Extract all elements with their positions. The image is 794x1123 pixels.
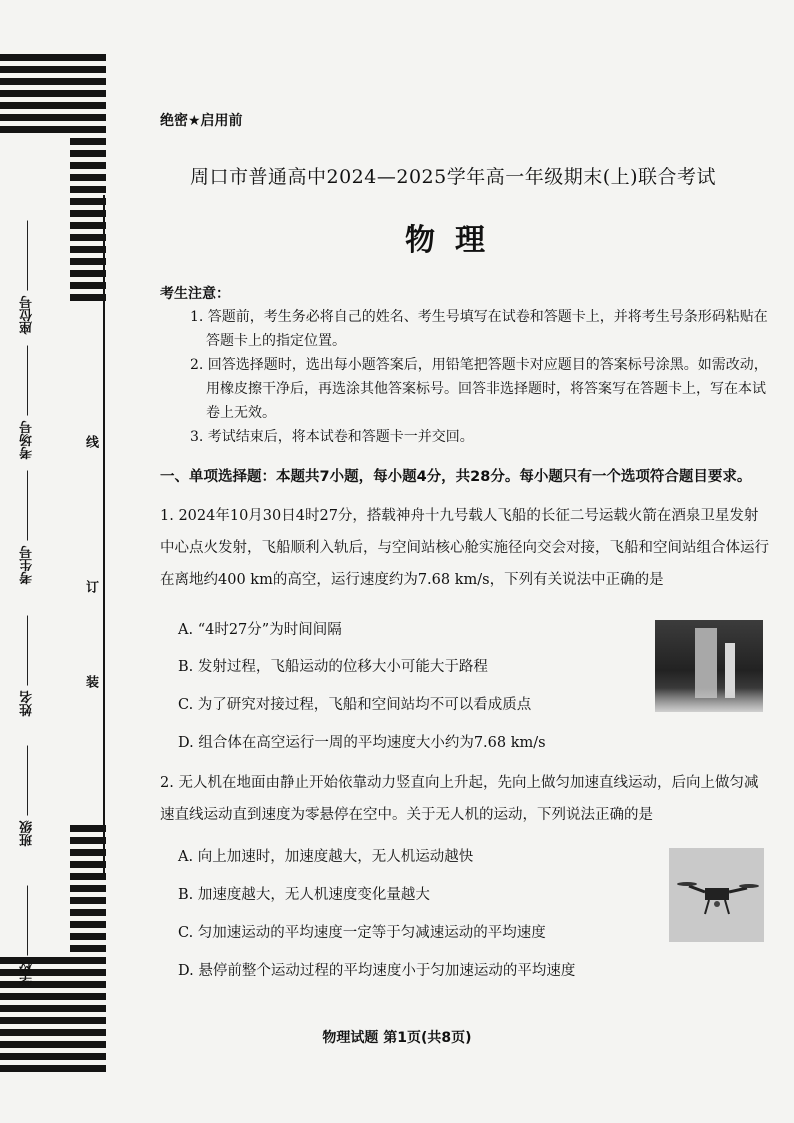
subject-title: 物理	[405, 223, 505, 258]
field-label: 学校	[20, 960, 35, 987]
field-label: 姓名	[20, 690, 35, 717]
page-footer: 物理试题 第1页(共8页)	[322, 1030, 472, 1046]
rocket-launch-photo	[655, 620, 763, 712]
question-1-option-a: A. “4时27分”为时间间隔	[178, 622, 342, 638]
notice-item: 1. 答题前，考生务必将自己的姓名、考生号填写在试卷和答题卡上，并将考生号条形码粘贴在答题卡上的指定位置。	[190, 309, 768, 349]
drone-icon	[669, 848, 764, 942]
question-2-stem: 2. 无人机在地面由静止开始依靠动力竖直向上升起，先向上做匀加速直线运动，后向上做匀减速直线运动直到速度为零悬停在空中。关于无人机的运动，下列说法正确的是	[160, 775, 759, 823]
question-2-option-b: B. 加速度越大，无人机速度变化量越大	[178, 887, 430, 903]
notice-item: 2. 回答选择题时，选出每小题答案后，用铅笔把答题卡对应题目的答案标号涂黑。如需改动，用橡皮擦干净后，再选涂其他答案标号。回答非选择题时，将答案写在答题卡上，写在本试卷上无效。	[190, 357, 768, 421]
field-label: 座位号	[20, 295, 35, 335]
binding-label-bind: 装	[83, 675, 98, 688]
question-2-option-c: C. 匀加速运动的平均速度一定等于匀减速运动的平均速度	[178, 925, 546, 941]
notice-heading: 考生注意：	[160, 286, 230, 302]
question-2-option-d: D. 悬停前整个运动过程的平均速度小于匀加速运动的平均速度	[178, 963, 576, 979]
field-label: 班级	[20, 820, 35, 847]
notice-list	[190, 305, 770, 449]
drone-photo	[669, 848, 764, 942]
question-1-stem: 1. 2024年10月30日4时27分，搭载神舟十九号载人飞船的长征二号运载火箭在酒泉卫星发射中心点火发射，飞船顺利入轨后，与空间站核心舱实施径向交会对接，飞船和空间站组合体运行在离地约400 km的高空，运行速度约为7.68 km/s，下列有关说法中正确的是	[160, 508, 769, 588]
field-label: 考场号	[20, 420, 35, 460]
secret-mark: 绝密★启用前	[160, 113, 243, 129]
binding-label-line: 线	[83, 435, 98, 448]
exam-title: 周口市普通高中2024—2025学年高一年级期末(上)联合考试	[190, 166, 717, 188]
notice-item: 3. 考试结束后，将本试卷和答题卡一并交回。	[190, 429, 474, 445]
question-1-option-b: B. 发射过程，飞船运动的位移大小可能大于路程	[178, 659, 488, 675]
binding-label-staple: 订	[83, 580, 98, 593]
question-1-option-c: C. 为了研究对接过程，飞船和空间站均不可以看成质点	[178, 697, 532, 713]
question-1-option-d: D. 组合体在高空运行一周的平均速度大小约为7.68 km/s	[178, 735, 546, 751]
section-title: 一、单项选择题：本题共7小题，每小题4分，共28分。每小题只有一个选项符合题目要求。	[160, 469, 752, 485]
launch-glow	[655, 688, 763, 712]
question-2-option-a: A. 向上加速时，加速度越大，无人机运动越快	[178, 849, 474, 865]
field-label: 考生号	[20, 545, 35, 585]
